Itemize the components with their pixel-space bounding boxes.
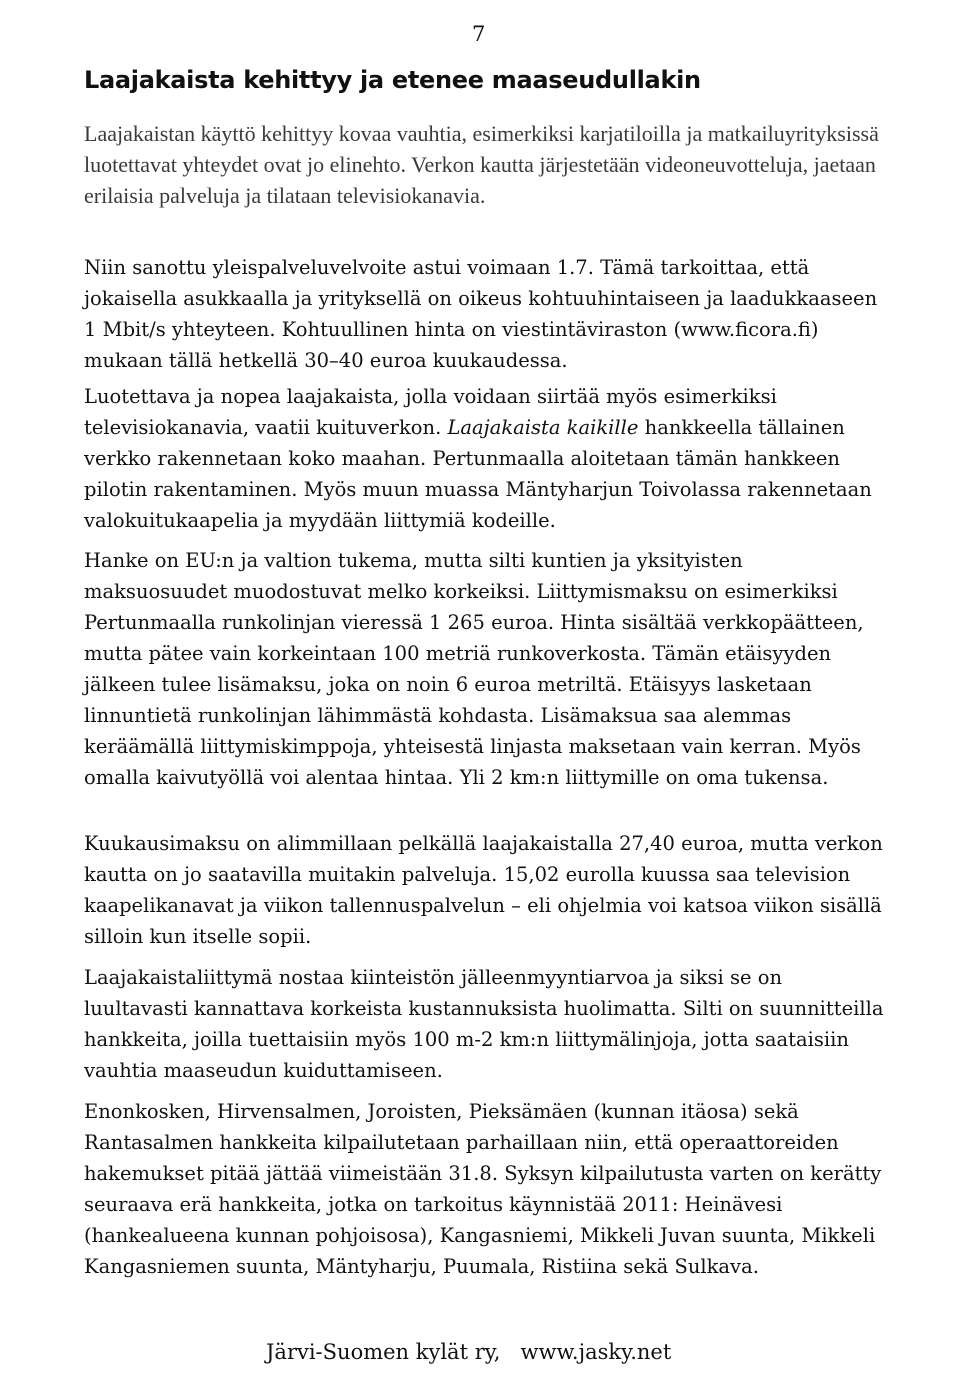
paragraph-fiber-network: [84, 381, 884, 536]
page-number: 7: [472, 22, 486, 46]
paragraph-tendering: Enonkosken, Hirvensalmen, Joroisten, Pieksämäen (kunnan itäosa) sekä Rantasalmen hankkeita kilpailutetaan parhaillaan niin, että operaattoreiden hakemukset pitää jättää viimeistään 31.8. Syksyn kilpailutusta varten on kerätty seuraava erä hankkeita, jotka on tarkoitus käynnistää 2011: Heinävesi (hankealueena kunnan pohjoisosa), Kangasniemi, Mikkeli Juvan suunta, Mikkeli Kangasniemen suunta, Mäntyharju, Puumala, Ristiina sekä Sulkava.: [84, 1100, 882, 1278]
project-name-italic: Laajakaista kaikille: [447, 416, 639, 439]
paragraph-fiber-text-1: Luotettava ja nopea laajakaista, jolla voidaan siirtää myös esimerkiksi televisiokanavia, vaatii kuituverkon.: [84, 385, 777, 439]
footer-text: Järvi-Suomen kylät ry, www.jasky.net: [266, 1340, 672, 1364]
paragraph-universal-service: Niin sanottu yleispalveluvelvoite astui voimaan 1.7. Tämä tarkoittaa, että jokaisella asukkaalla ja yrityksellä on oikeus kohtuuhintaiseen ja laadukkaaseen 1 Mbit/s yhteyteen. Kohtuullinen hinta on viestintäviraston (www.ficora.fi) mukaan tällä hetkellä 30–40 euroa kuukaudessa.: [84, 256, 878, 372]
paragraph-monthly-fee: Kuukausimaksu on alimmillaan pelkällä laajakaistalla 27,40 euroa, mutta verkon kautta on jo saatavilla muitakin palveluja. 15,02 eurolla kuussa saa television kaapelikanavat ja viikon tallennuspalvelun – eli ohjelmia voi katsoa viikon sisällä silloin kun itselle sopii.: [84, 832, 883, 948]
paragraph-fiber-text-2: hankkeella tällainen verkko rakennetaan koko maahan. Pertunmaalla aloitetaan tämän hankkeen pilotin rakentaminen. Myös muun muassa Mäntyharjun Toivolassa rakennetaan valokuitukaapelia ja myydään liittymiä kodeille.: [84, 416, 872, 532]
paragraph-funding-costs: Hanke on EU:n ja valtion tukema, mutta silti kuntien ja yksityisten maksuosuudet muodostuvat melko korkeiksi. Liittymismaksu on esimerkiksi Pertunmaalla runkolinjan vieressä 1 265 euroa. Hinta sisältää verkkopäätteen, mutta pätee vain korkeintaan 100 metriä runkoverkosta. Tämän etäisyyden jälkeen tulee lisämaksu, joka on noin 6 euroa metriltä. Etäisyys lasketaan linnuntietä runkolinjan lähimmästä kohdasta. Lisämaksua saa alemmas keräämällä liittymiskimppoja, yhteisestä linjasta maksetaan vain kerran. Myös omalla kaivutyöllä voi alentaa hintaa. Yli 2 km:n liittymille on oma tukensa.: [84, 549, 864, 789]
article-title: Laajakaista kehittyy ja etenee maaseudullakin: [84, 66, 701, 94]
paragraph-resale-value: Laajakaistaliittymä nostaa kiinteistön jälleenmyyntiarvoa ja siksi se on luultavasti kannattava korkeista kustannuksista huolimatta. Silti on suunnitteilla hankkeita, joilla tuettaisiin myös 100 m-2 km:n liittymälinjoja, jotta saataisiin vauhtia maaseudun kuiduttamiseen.: [84, 966, 884, 1082]
paragraph-broadband-usage: Laajakaistan käyttö kehittyy kovaa vauhtia, esimerkiksi karjatiloilla ja matkailuyrityksissä luotettavat yhteydet ovat jo elinehto. Verkon kautta järjestetään videoneuvotteluja, jaetaan erilaisia palveluja ja tilataan televisiokanavia.: [84, 121, 879, 208]
